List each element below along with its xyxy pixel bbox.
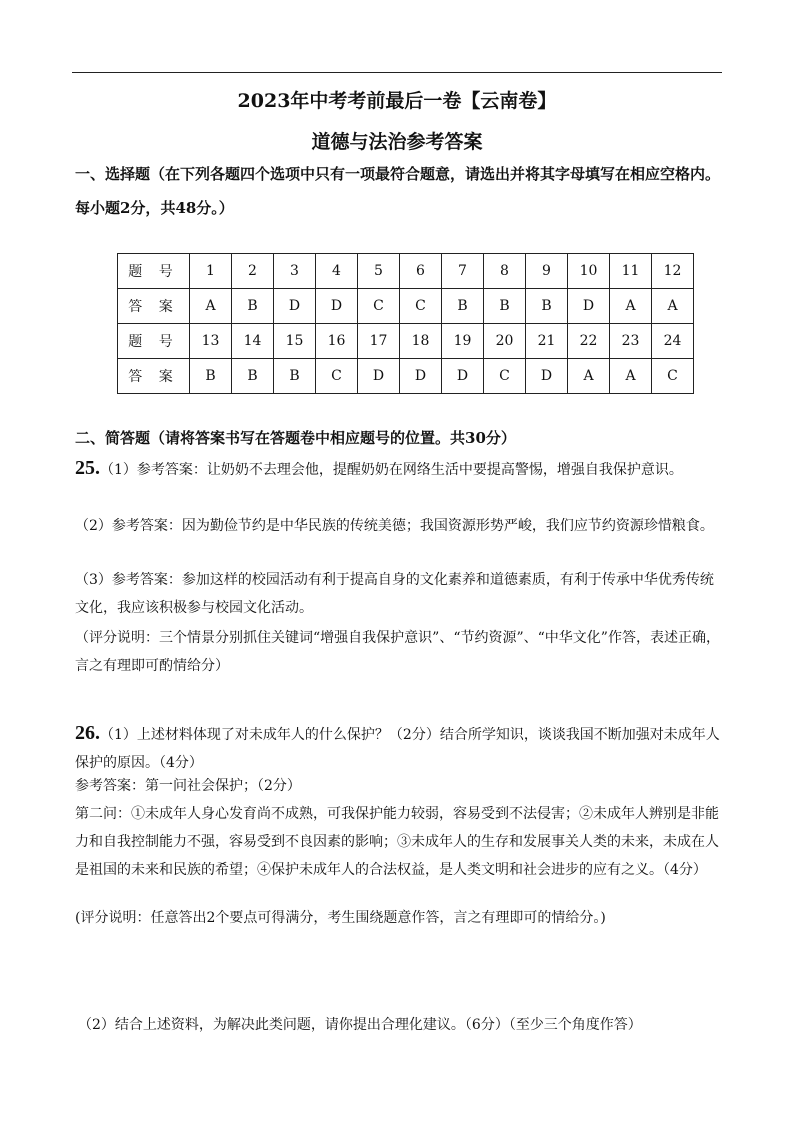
answer-cell: B (274, 359, 316, 394)
question-number-cell: 23 (610, 324, 652, 359)
answer-cell: D (400, 359, 442, 394)
page-subtitle: 道德与法治参考答案 (311, 131, 483, 153)
answer-cell: B (484, 289, 526, 324)
question-number-cell: 2 (232, 254, 274, 289)
q26-scoring-note: (评分说明：任意答出2个要点可得满分，考生围绕题意作答，言之有理即可的情给分。) (75, 910, 606, 926)
answer-cell: C (316, 359, 358, 394)
question-number-cell: 8 (484, 254, 526, 289)
question-number-cell: 17 (358, 324, 400, 359)
question-number-cell: 7 (442, 254, 484, 289)
answer-cell: D (316, 289, 358, 324)
section-2-heading: 二、简答题（请将答案书写在答题卷中相应题号的位置。共30分） (75, 429, 516, 447)
question-number-cell: 10 (568, 254, 610, 289)
answer-cell: C (652, 359, 694, 394)
answer-label-cell: 答 案 (118, 359, 190, 394)
question-number-cell: 3 (274, 254, 316, 289)
q26-part1 (75, 719, 725, 777)
question-number-cell: 11 (610, 254, 652, 289)
answer-cell: D (442, 359, 484, 394)
question-number-cell: 19 (442, 324, 484, 359)
answer-cell: B (232, 289, 274, 324)
question-number-cell: 14 (232, 324, 274, 359)
question-number-cell: 15 (274, 324, 316, 359)
question-number-26: 26. (75, 722, 100, 744)
table-row (118, 254, 694, 289)
question-number-cell: 16 (316, 324, 358, 359)
top-rule (72, 72, 722, 73)
answer-cell: C (358, 289, 400, 324)
question-number-cell: 21 (526, 324, 568, 359)
question-number-25: 25. (75, 457, 100, 479)
answer-cell: B (190, 359, 232, 394)
q26-question-1: （1）上述材料体现了对未成年人的什么保护？（2分）结合所学知识，谈谈我国不断加强对未成年人保护的原因。（4分） (75, 727, 720, 771)
answer-cell: A (652, 289, 694, 324)
q25-answer-3: （3）参考答案：参加这样的校园活动有利于提高自身的文化素养和道德素质，有利于传承中华优秀传统文化，我应该积极参与校园文化活动。 (75, 572, 714, 616)
table-row (118, 289, 694, 324)
question-number-cell: 18 (400, 324, 442, 359)
answer-cell: B (526, 289, 568, 324)
answer-table (117, 253, 694, 394)
question-label-cell: 题 号 (118, 324, 190, 359)
answer-cell: B (232, 359, 274, 394)
q26-answer-second: 第二问：①未成年人身心发育尚不成熟，可我保护能力较弱，容易受到不法侵害；②未成年人辨别是非能力和自我控制能力不强，容易受到不良因素的影响；③未成年人的生存和发展事关人类的未来，未成在人是祖国的未来和民族的希望；④保护未成年人的合法权益，是人类文明和社会进步的应有之义。（4分） (75, 806, 719, 878)
q25-answer-2: （2）参考答案：因为勤俭节约是中华民族的传统美德；我国资源形势严峻，我们应节约资源珍惜粮食。 (75, 518, 714, 534)
answer-cell: D (526, 359, 568, 394)
question-number-cell: 12 (652, 254, 694, 289)
question-number-cell: 5 (358, 254, 400, 289)
answer-cell: C (484, 359, 526, 394)
q25-scoring-note: （评分说明：三个情景分别抓住关键词“增强自我保护意识”、“节约资源”、“中华文化”作答，表述正确，言之有理即可酌情给分） (75, 630, 720, 674)
q26-answer-first: 参考答案：第一问社会保护；（2分） (75, 778, 301, 794)
question-number-cell: 9 (526, 254, 568, 289)
answer-cell: D (358, 359, 400, 394)
question-label-cell: 题 号 (118, 254, 190, 289)
answer-cell: B (442, 289, 484, 324)
q25-answer-1: （1）参考答案：让奶奶不去理会他，提醒奶奶在网络生活中要提高警惕，增强自我保护意识。 (100, 462, 683, 478)
q25-part1 (75, 454, 725, 484)
answer-label-cell: 答 案 (118, 289, 190, 324)
question-number-cell: 1 (190, 254, 232, 289)
question-number-cell: 13 (190, 324, 232, 359)
table-row (118, 359, 694, 394)
question-number-cell: 4 (316, 254, 358, 289)
question-number-cell: 22 (568, 324, 610, 359)
page-title: 2023年中考考前最后一卷【云南卷】 (237, 90, 557, 112)
q26-question-2: （2）结合上述资料，为解决此类问题，请你提出合理化建议。（6分）（至少三个角度作答） (78, 1017, 642, 1033)
answer-cell: A (610, 359, 652, 394)
answer-cell: D (274, 289, 316, 324)
answer-cell: D (568, 289, 610, 324)
table-row (118, 324, 694, 359)
answer-cell: A (190, 289, 232, 324)
answer-cell: A (568, 359, 610, 394)
answer-cell: A (610, 289, 652, 324)
answer-cell: C (400, 289, 442, 324)
question-number-cell: 6 (400, 254, 442, 289)
question-number-cell: 24 (652, 324, 694, 359)
question-number-cell: 20 (484, 324, 526, 359)
section-1-heading: 一、选择题（在下列各题四个选项中只有一项最符合题意，请选出并将其字母填写在相应空格内。每小题2分，共48分。） (75, 165, 721, 217)
